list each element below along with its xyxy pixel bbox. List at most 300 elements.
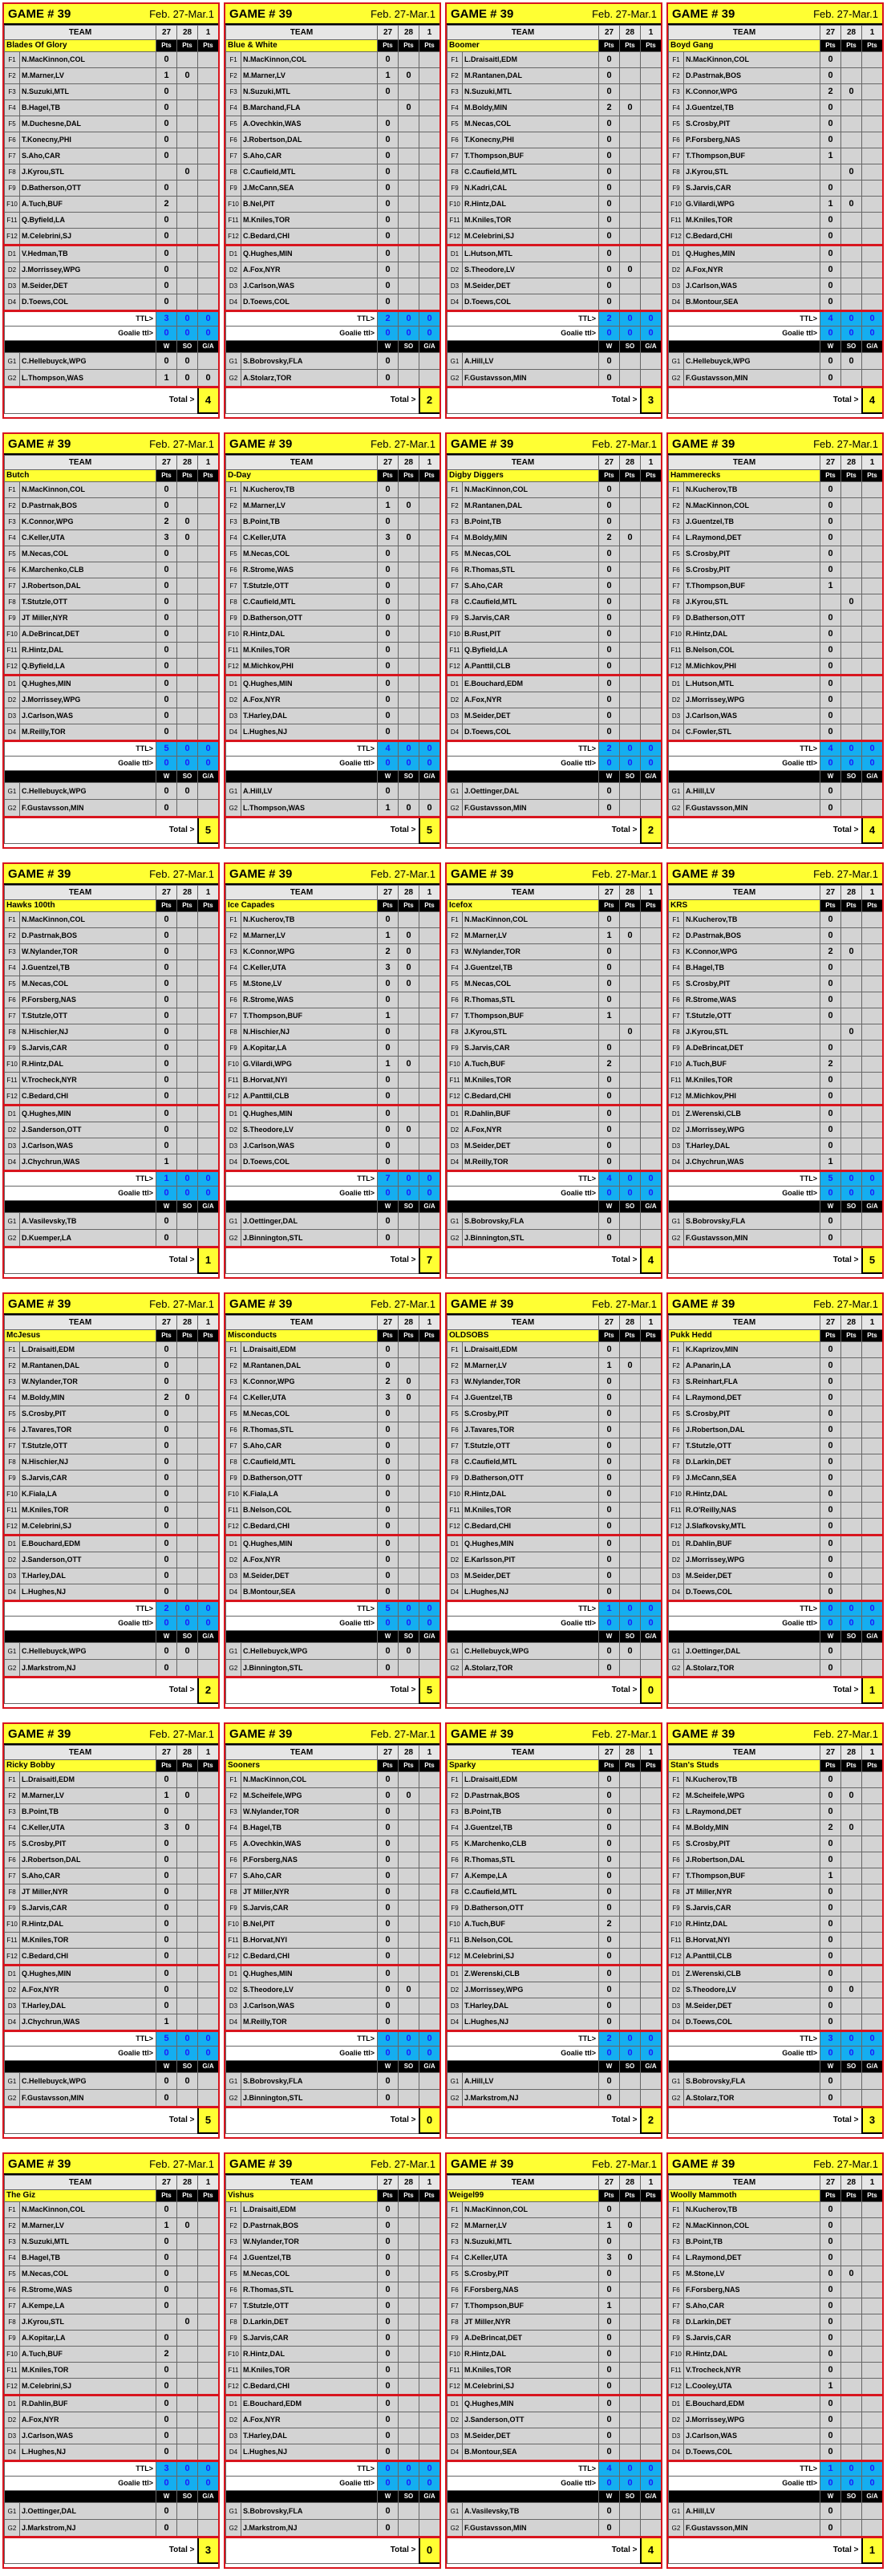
day-points: 3 [156,1820,177,1836]
goalie-name: A.Hill,LV [463,353,599,370]
forward-row [448,1041,662,1057]
player-name: J.Morrissey,WPG [684,1122,820,1138]
day-points: 2 [599,100,620,116]
player-name: Q.Hughes,MIN [463,2395,599,2412]
player-name: R.Hintz,DAL [684,1487,820,1503]
day-points: 0 [599,1041,620,1057]
position-label: F7 [5,2298,20,2314]
position-label: D2 [226,1552,241,1568]
day-points [641,1471,662,1487]
position-label: F9 [448,181,463,197]
day-points: 0 [177,2314,198,2331]
position-label: G2 [5,2520,20,2537]
total-label: Total > [669,2107,862,2134]
ttl-value: 0 [399,2031,419,2047]
day-points [620,1487,641,1503]
day-points [641,100,662,116]
player-name: A.Kempe,LA [463,1868,599,1884]
forward-row [5,164,219,181]
goalie-row [5,2090,219,2107]
position-label: G2 [226,2090,241,2107]
position-label: F5 [448,546,463,562]
position-label: F12 [669,2379,684,2395]
day-label: 1 [419,456,440,470]
day-points: 0 [177,68,198,84]
position-label: F4 [669,100,684,116]
goalie-stat [862,1643,883,1660]
position-label: D2 [226,262,241,278]
goalie-total-row [669,757,883,771]
team-total-value: 3 [641,387,662,414]
defense-row [669,2014,883,2031]
goalie-row [448,800,662,817]
wins-label: W [156,2061,177,2073]
goalie-stat: 0 [820,2503,841,2520]
player-name: Z.Werenski,CLB [463,1965,599,1982]
pts-label: Pts [419,1760,440,1772]
day-points [620,2266,641,2282]
day-points [419,708,440,724]
pts-label: Pts [198,40,219,52]
day-points [841,1073,862,1089]
forward-row [5,643,219,659]
player-name: E.Bouchard,EDM [684,2395,820,2412]
position-label: F3 [226,1804,241,1820]
day-points: 0 [378,181,399,197]
goalie-stat: 0 [820,2073,841,2090]
day-points: 0 [156,1965,177,1982]
forward-row [448,1487,662,1503]
day-points [620,68,641,84]
player-name: JT Miller,NYR [20,611,156,627]
day-points [862,562,883,578]
player-name: C.Bedard,CHI [241,2379,378,2395]
forward-row [669,944,883,960]
ttl-value: 5 [156,741,177,757]
day-points [641,1868,662,1884]
day-points [399,514,419,530]
day-points [841,2395,862,2412]
defense-row [5,1122,219,1138]
team-card [666,432,884,849]
team-name-row [226,900,440,912]
position-label: F12 [669,659,684,675]
shutouts-label: SO [177,2491,198,2503]
wins-label: W [156,2491,177,2503]
team-name-row [448,1760,662,1772]
ttl-value: 0 [841,2031,862,2047]
day-points: 0 [599,611,620,627]
player-name: A.Fox,NYR [241,262,378,278]
day-points [198,562,219,578]
position-label: F10 [448,197,463,213]
day-points [198,100,219,116]
day-points: 0 [378,213,399,229]
game-number: GAME # 39 [8,436,71,451]
team-name-row [448,40,662,52]
day-points [620,2014,641,2031]
ttl-value: 7 [378,1171,399,1187]
day-points [419,84,440,100]
day-points [862,912,883,928]
ttl-value: 4 [820,311,841,327]
shutouts-label: SO [399,341,419,353]
blank [669,2061,820,2073]
goalie-stat [177,1230,198,1247]
day-points: 0 [599,294,620,311]
day-points [419,1024,440,1041]
day-points: 0 [820,2202,841,2218]
day-points: 0 [599,2234,620,2250]
team-name: OLDSOBS [448,1330,599,1342]
wins-label: W [599,2061,620,2073]
day-points [862,960,883,976]
position-label: D1 [226,1535,241,1552]
day-points: 0 [156,659,177,675]
position-label: F6 [226,2282,241,2298]
player-name: T.Stutzle,OTT [241,2298,378,2314]
day-header-row [448,886,662,900]
goalie-ttl-label: Goalie ttl> [226,1617,378,1631]
ttl-label: TTL> [448,1171,599,1187]
day-points [177,84,198,100]
blank [448,1201,599,1213]
skater-total-row [226,741,440,757]
day-points [399,2298,419,2314]
pts-label: Pts [820,1330,841,1342]
position-label: G1 [448,783,463,800]
ttl-value: 0 [198,2031,219,2047]
day-points: 0 [156,992,177,1008]
day-points [419,2347,440,2363]
goalie-row [5,2520,219,2537]
day-points: 0 [599,1901,620,1917]
day-points: 1 [820,148,841,164]
defense-row [448,1122,662,1138]
position-label: F9 [448,1901,463,1917]
position-label: F12 [5,1949,20,1965]
player-name: K.Connor,WPG [20,514,156,530]
day-points [419,2282,440,2298]
day-points [399,2444,419,2461]
position-label: F9 [5,1041,20,1057]
day-points [620,692,641,708]
day-points [419,2234,440,2250]
day-points: 0 [599,262,620,278]
day-points: 0 [599,68,620,84]
day-points: 0 [156,1041,177,1057]
day-points [419,611,440,627]
position-label: F1 [5,52,20,68]
defense-row [448,2412,662,2428]
team-total-row [5,1677,219,1704]
goalie-stat [399,2073,419,2090]
player-name: M.Boldy,MIN [20,1390,156,1406]
defense-row [5,278,219,294]
skater-total-row [5,741,219,757]
skater-total-row [226,1171,440,1187]
date-range: Feb. 27-Mar.1 [149,2157,214,2170]
goalie-total-row [448,2047,662,2061]
day-points [620,1519,641,1535]
day-points [862,1933,883,1949]
defense-row [5,1998,219,2014]
forward-row [5,611,219,627]
day-points [198,627,219,643]
day-points [599,1024,620,1041]
position-label: G1 [5,2073,20,2090]
player-name: C.Caufield,MTL [463,1884,599,1901]
day-label: 28 [177,456,198,470]
ttl-value: 0 [620,1171,641,1187]
forward-row [448,1852,662,1868]
day-points: 0 [156,944,177,960]
position-label: F10 [448,1917,463,1933]
position-label: F8 [226,164,241,181]
day-points [841,928,862,944]
position-label: D4 [448,1584,463,1601]
day-points [198,181,219,197]
day-points [198,1584,219,1601]
day-points [399,1949,419,1965]
goalie-ttl-value: 0 [156,2047,177,2061]
player-name: S.Jarvis,CAR [20,1901,156,1917]
defense-row [226,692,440,708]
game-number: GAME # 39 [229,436,293,451]
position-label: G1 [448,1213,463,1230]
position-label: F5 [5,1406,20,1422]
forward-row [5,2331,219,2347]
day-points [862,1487,883,1503]
day-points: 0 [177,1788,198,1804]
pts-label: Pts [862,40,883,52]
player-name: J.Guentzel,TB [684,100,820,116]
position-label: F9 [226,1041,241,1057]
goalie-stat-header [226,771,440,783]
position-label: G1 [669,353,684,370]
day-points [862,643,883,659]
day-points: 0 [599,1138,620,1154]
shutouts-label: SO [399,1631,419,1643]
position-label: F8 [5,1454,20,1471]
day-points: 0 [378,546,399,562]
goalie-stat [399,370,419,387]
defense-row [5,1584,219,1601]
position-label: F8 [448,594,463,611]
date-range: Feb. 27-Mar.1 [592,437,657,450]
day-points: 0 [399,1788,419,1804]
card-header [4,1724,218,1745]
game-number: GAME # 39 [451,436,514,451]
forward-row [226,1884,440,1901]
ttl-value: 4 [378,741,399,757]
ttl-label: TTL> [226,741,378,757]
player-name: A.DeBrincat,DET [463,2331,599,2347]
day-points [641,2234,662,2250]
day-points [641,1568,662,1584]
day-points [841,514,862,530]
player-name: A.Tuch,BUF [684,1057,820,1073]
goalie-total-row [5,2477,219,2491]
position-label: D4 [226,294,241,311]
day-points [841,229,862,245]
forward-row [448,1374,662,1390]
position-label: D4 [226,1584,241,1601]
skater-total-row [448,1601,662,1617]
defense-row [226,278,440,294]
day-label: 28 [841,1746,862,1760]
goalie-stat [399,783,419,800]
team-column-label: TEAM [669,1746,820,1760]
goalie-stat: 0 [378,2090,399,2107]
goalie-ttl-value: 0 [399,327,419,341]
position-label: F5 [226,1406,241,1422]
day-points [419,1788,440,1804]
position-label: D1 [5,2395,20,2412]
position-label: D3 [226,1568,241,1584]
day-points [419,1390,440,1406]
goalie-name: J.Oettinger,DAL [463,783,599,800]
team-column-label: TEAM [448,1316,599,1330]
day-points: 0 [378,84,399,100]
day-points [177,578,198,594]
game-number: GAME # 39 [672,2156,735,2171]
goalie-ttl-value: 0 [156,1187,177,1201]
day-points [198,262,219,278]
day-points [862,1852,883,1868]
goalie-stat: 0 [378,1660,399,1677]
player-name: N.MacKinnon,COL [684,2218,820,2234]
player-name: M.Reilly,TOR [463,1154,599,1171]
goalie-ttl-value: 0 [841,1187,862,1201]
day-points [862,1154,883,1171]
day-points [177,100,198,116]
player-name: M.Celebrini,SJ [20,229,156,245]
goalie-stat [841,2520,862,2537]
team-total-row [669,2537,883,2564]
position-label: F8 [5,2314,20,2331]
ttl-value: 3 [156,2461,177,2477]
goalie-name: C.Hellebuyck,WPG [684,353,820,370]
day-points: 0 [378,2379,399,2395]
day-points [419,100,440,116]
player-name: T.Stutzle,OTT [241,578,378,594]
day-points [177,928,198,944]
forward-row [5,960,219,976]
goalie-total-row [5,757,219,771]
goalie-stat-header [448,2491,662,2503]
day-points: 0 [156,1422,177,1438]
defense-row [448,262,662,278]
day-points [198,1568,219,1584]
ttl-value: 0 [641,311,662,327]
skater-total-row [5,2461,219,2477]
position-label: F9 [669,2331,684,2347]
player-name: M.Marner,LV [20,1788,156,1804]
day-points [620,1772,641,1788]
goalie-stat: 0 [156,2073,177,2090]
forward-row [448,992,662,1008]
player-name: L.Hughes,NJ [20,1584,156,1601]
team-column-label: TEAM [669,456,820,470]
day-points [620,611,641,627]
player-name: M.Boldy,MIN [463,100,599,116]
position-label: F3 [5,2234,20,2250]
defense-row [669,708,883,724]
day-points: 0 [177,530,198,546]
day-points [198,1772,219,1788]
day-points: 0 [599,578,620,594]
day-label: 27 [156,26,177,40]
position-label: F9 [5,611,20,627]
player-name: M.Kniles,TOR [20,2363,156,2379]
day-points: 2 [378,944,399,960]
team-name-row [5,470,219,482]
day-points [419,1933,440,1949]
blank [448,2491,599,2503]
position-label: F1 [5,2202,20,2218]
day-points: 0 [399,68,419,84]
position-label: F2 [448,68,463,84]
day-points [198,1535,219,1552]
player-name: N.MacKinnon,COL [463,2202,599,2218]
day-label: 28 [620,2176,641,2190]
day-points [841,1122,862,1138]
goalie-stat [641,2520,662,2537]
day-points: 0 [378,2314,399,2331]
day-points [198,278,219,294]
day-points [419,278,440,294]
day-points [641,594,662,611]
day-label: 28 [177,1316,198,1330]
position-label: F2 [669,498,684,514]
player-name: L.Raymond,DET [684,2250,820,2266]
day-points [620,992,641,1008]
goalie-ttl-value: 0 [862,757,883,771]
player-name: J.Robertson,DAL [241,132,378,148]
day-points [399,675,419,692]
day-points [399,164,419,181]
forward-row [669,2250,883,2266]
forward-row [448,1024,662,1041]
day-points [862,1390,883,1406]
player-name: T.Stutzle,OTT [684,1438,820,1454]
player-name: M.Kniles,TOR [241,2363,378,2379]
day-points: 0 [399,498,419,514]
day-header-row [448,456,662,470]
day-points: 0 [599,245,620,262]
position-label: D1 [5,1105,20,1122]
day-points [419,1965,440,1982]
player-name: R.Thomas,STL [241,1422,378,1438]
goalie-stat-header [226,1201,440,1213]
position-label: F7 [5,1868,20,1884]
player-name: K.Kaprizov,MIN [684,1342,820,1358]
player-name: T.Harley,DAL [463,1998,599,2014]
position-label: F1 [5,912,20,928]
day-points [641,611,662,627]
team-total-row [448,2107,662,2134]
player-name: N.MacKinnon,COL [463,482,599,498]
player-name: D.Batherson,OTT [463,1471,599,1487]
goalie-name: J.Oettinger,DAL [684,1643,820,1660]
goalie-stat: 0 [820,353,841,370]
defense-row [669,1105,883,1122]
day-points: 0 [378,1138,399,1154]
day-points: 0 [378,1982,399,1998]
position-label: F5 [5,1836,20,1852]
position-label: D4 [448,724,463,741]
